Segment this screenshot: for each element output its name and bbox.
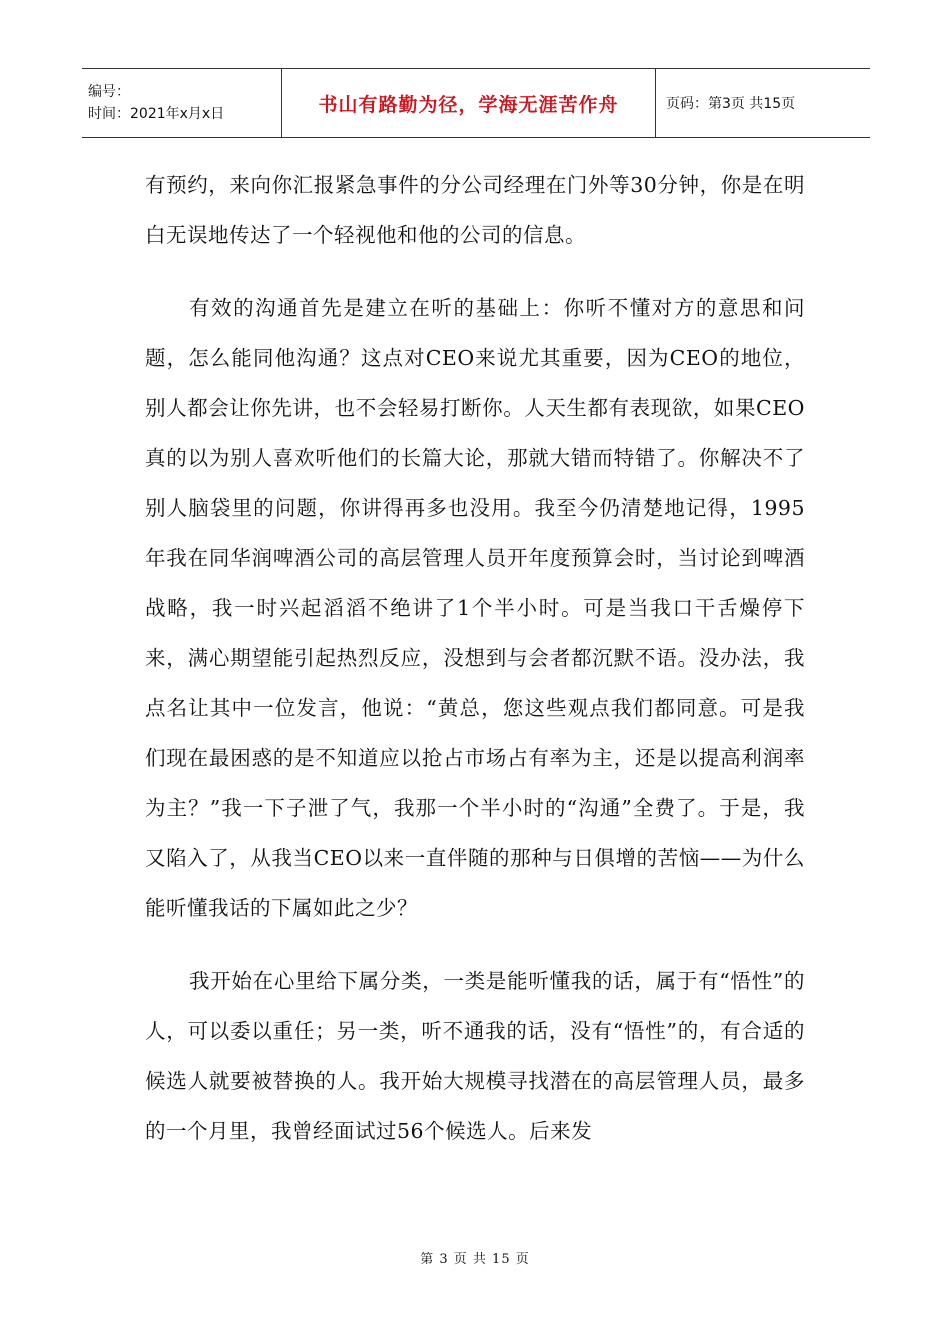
header-page-info: 页码：第3页 共15页 (666, 96, 796, 112)
header-motto: 书山有路勤为径，学海无涯苦作舟 (318, 93, 619, 116)
paragraph-continued: 有预约，来向你汇报紧急事件的分公司经理在门外等30分钟，你是在明白无误地传达了一个轻视他和他的公司的信息。 (145, 173, 805, 247)
paragraph-subordinate-classification: 我开始在心里给下属分类，一类是能听懂我的话，属于有“悟性”的人，可以委以重任；另一类，听不通我的话，没有“悟性”的，有合适的候选人就要被替换的人。我开始大规模寻找潜在的高层管理人员，最多的一个月里，我曾经面试过56个候选人。后来发 (145, 969, 805, 1143)
header-page-cell (656, 69, 870, 137)
page-header (82, 68, 870, 138)
document-time-label: 时间：2021年x月x日 (88, 106, 225, 122)
paragraph-effective-communication: 有效的沟通首先是建立在听的基础上：你听不懂对方的意思和问题，怎么能同他沟通？这点对CEO来说尤其重要，因为CEO的地位，别人都会让你先讲，也不会轻易打断你。人天生都有表现欲，如果CEO真的以为别人喜欢听他们的长篇大论，那就大错而特错了。你解决不了别人脑袋里的问题，你讲得再多也没用。我至今仍清楚地记得，1995年我在同华润啤酒公司的高层管理人员开年度预算会时，当讨论到啤酒战略，我一时兴起滔滔不绝讲了1个半小时。可是当我口干舌燥停下来，满心期望能引起热烈反应，没想到与会者都沉默不语。没办法，我点名让其中一位发言，他说：“黄总，您这些观点我们都同意。可是我们现在最困惑的是不知道应以抢占市场占有率为主，还是以提高利润率为主？”我一下子泄了气，我那一个半小时的“沟通”全费了。于是，我又陷入了，从我当CEO以来一直伴随的那种与日俱增的苦恼——为什么能听懂我话的下属如此之少？ (145, 296, 805, 920)
document-number-label: 编号： (88, 84, 130, 100)
header-motto-cell (282, 69, 656, 137)
header-meta (82, 69, 282, 137)
document-body (145, 160, 805, 1179)
page-footer (0, 1248, 950, 1267)
footer-page-number: 第 3 页 共 15 页 (420, 1252, 530, 1267)
